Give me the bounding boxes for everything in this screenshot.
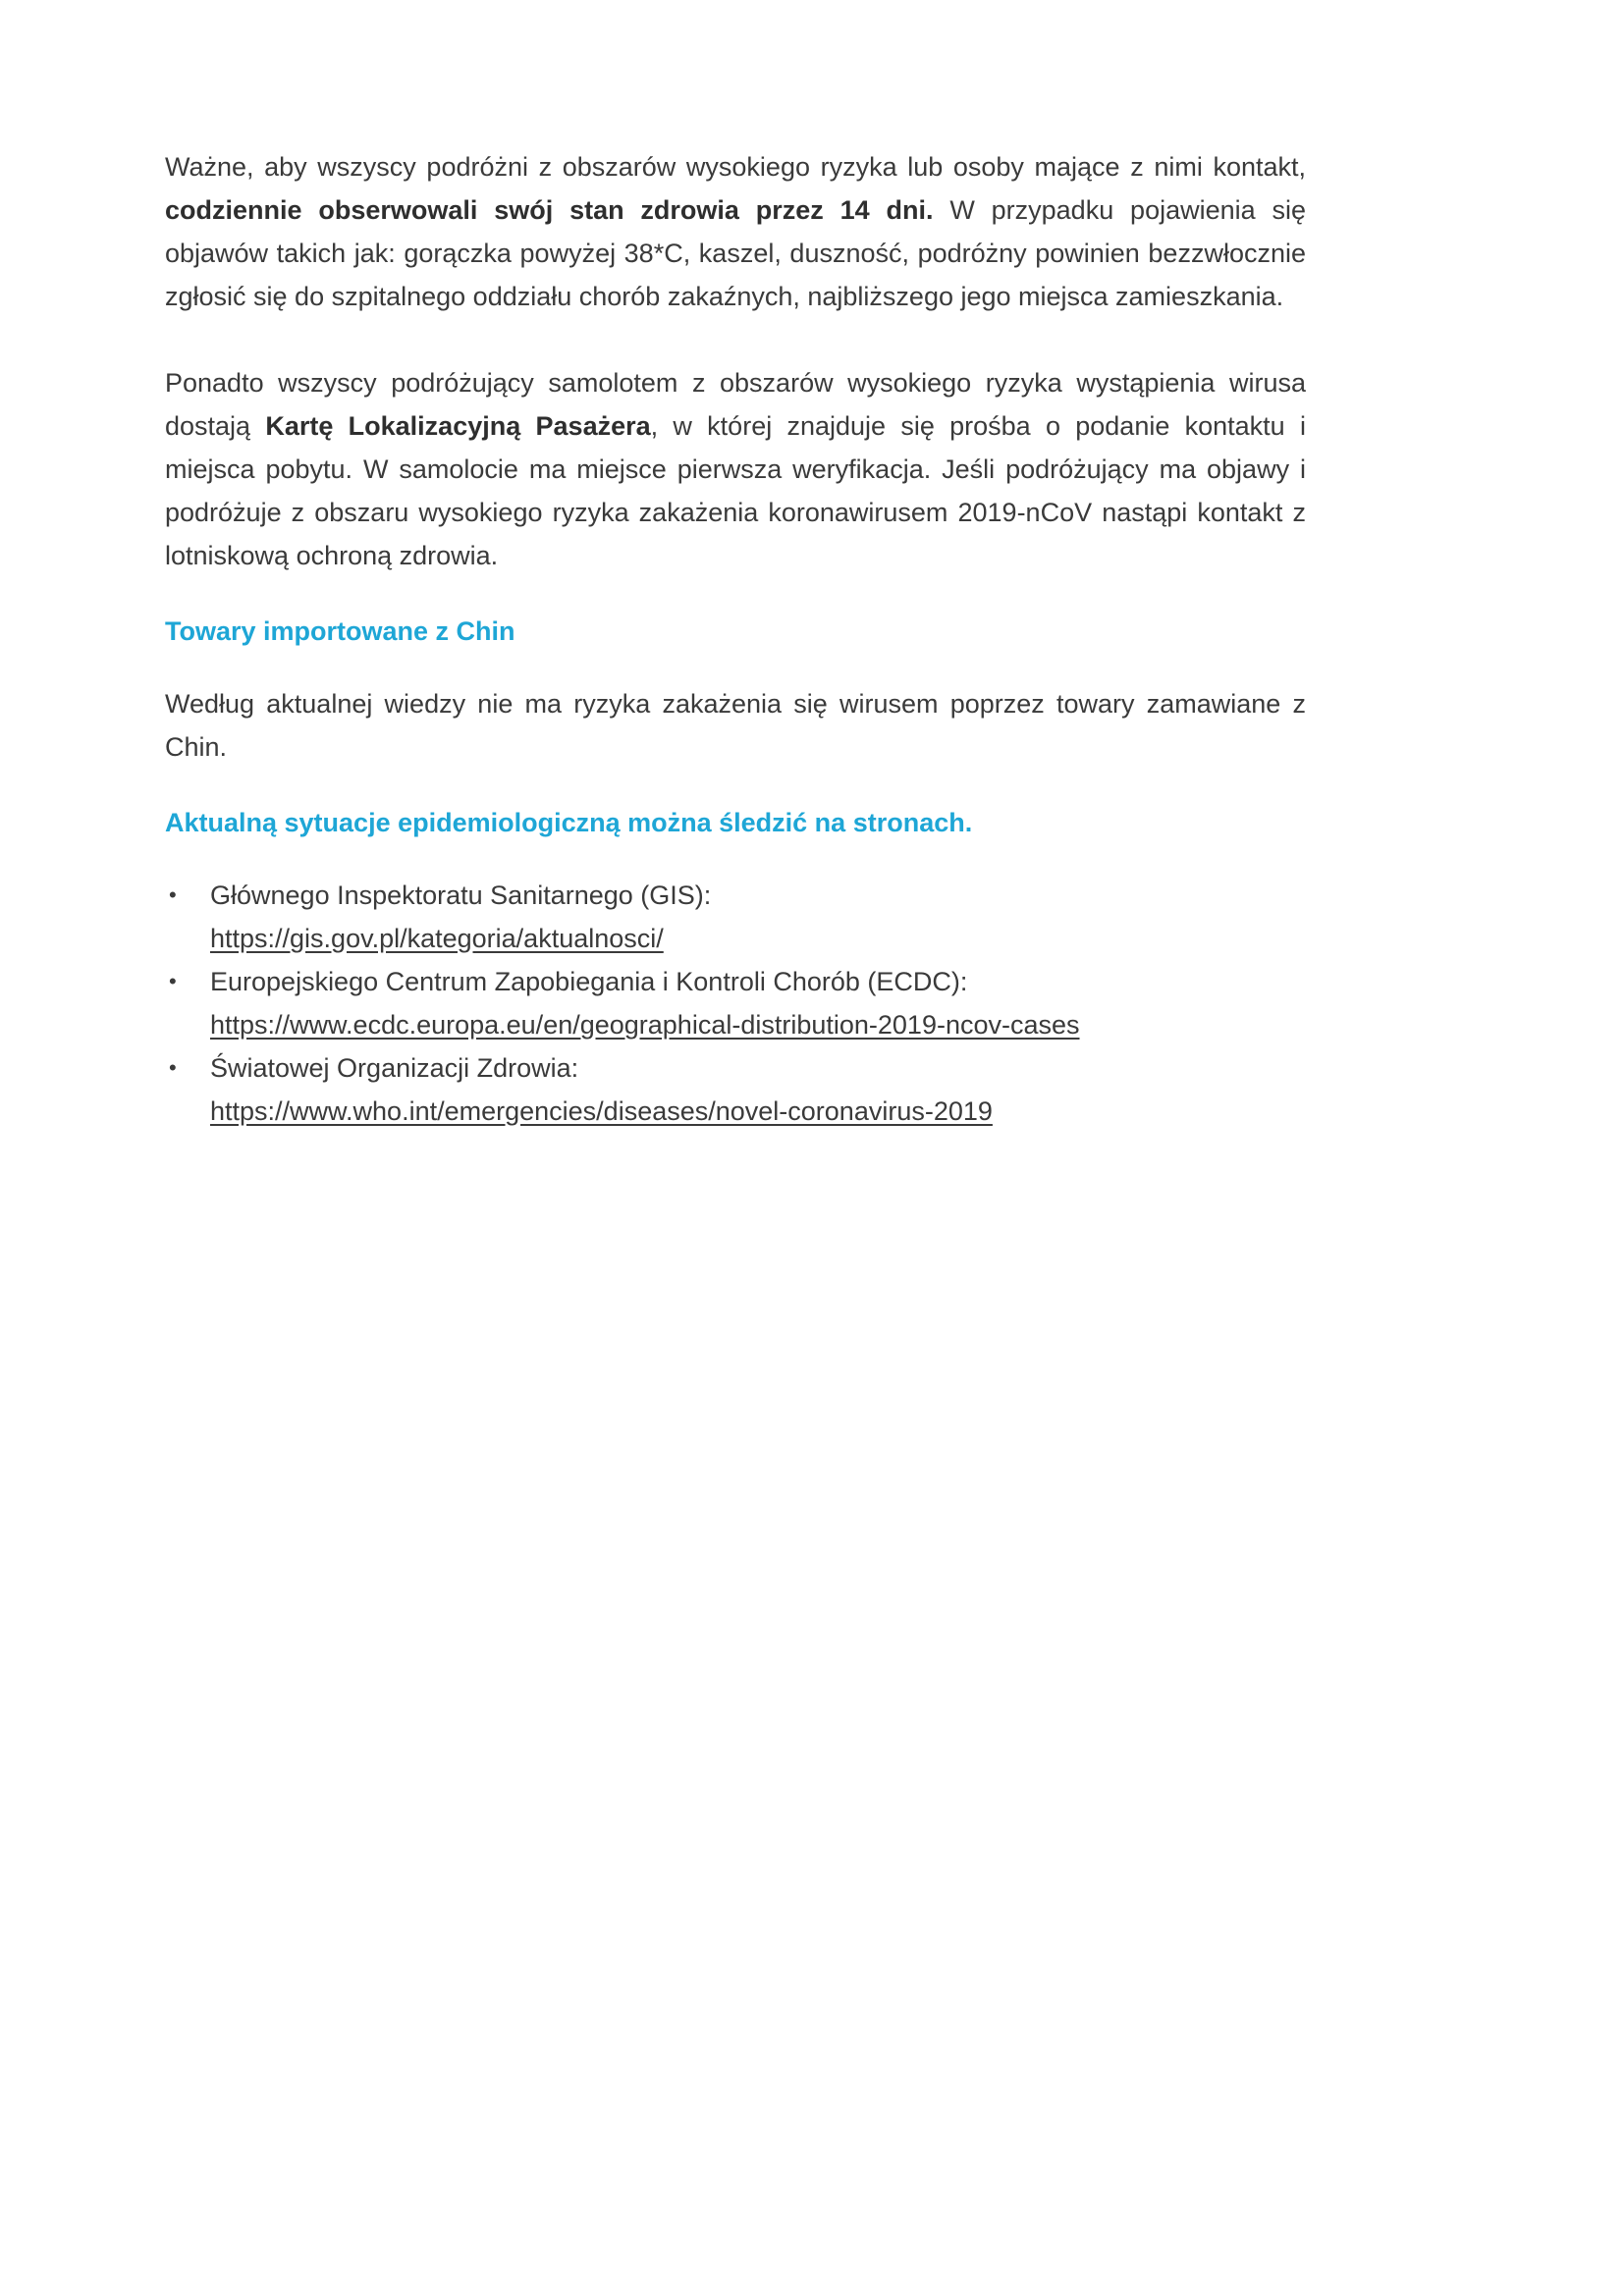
section-heading-sources: Aktualną sytuacje epidemiologiczną można śledzić na stronach. (165, 808, 973, 837)
paragraph-health-monitoring (165, 145, 1306, 318)
paragraph-text: , w której znajduje się prośba o podanie kontaktu i miejsca pobytu. W samolocie ma miejsce pierwsza weryfikacja. Jeśli podróżujący ma objawy i podróżuje z obszaru wysokiego ryzyka zakażenia koronawirusem 2019-nCoV nastąpi kontakt z lotniskową ochroną zdrowia. (165, 411, 1306, 570)
paragraph-bold-text: Kartę Lokalizacyjną Pasażera (265, 411, 651, 441)
paragraph-passenger-card (165, 361, 1306, 577)
source-link-ecdc[interactable]: https://www.ecdc.europa.eu/en/geographical-distribution-2019-ncov-cases (210, 1010, 1080, 1040)
paragraph-bold-text: codziennie obserwowali swój stan zdrowia przez 14 dni. (165, 195, 934, 225)
paragraph-goods: Według aktualnej wiedzy nie ma ryzyka zakażenia się wirusem poprzez towary zamawiane z Chin. (165, 689, 1306, 762)
paragraph-text: W przypadku pojawienia się objawów takich jak: gorączka powyżej 38*C, kaszel, duszność, podróżny powinien bezzwłocznie zgłosić się do szpitalnego oddziału chorób zakaźnych, najbliższego jego miejsca zamieszkania. (165, 195, 1306, 311)
source-name: Europejskiego Centrum Zapobiegania i Kontroli Chorób (ECDC): (210, 967, 968, 996)
document-page (165, 145, 1306, 1133)
bullet-icon: • (169, 969, 177, 993)
paragraph-text: Ponadto wszyscy podróżujący samolotem z obszarów wysokiego ryzyka wystąpienia wirusa dostają (165, 368, 1306, 441)
source-name: Światowej Organizacji Zdrowia: (210, 1053, 579, 1083)
list-item (165, 874, 1306, 960)
source-link-who[interactable]: https://www.who.int/emergencies/diseases/novel-coronavirus-2019 (210, 1096, 993, 1126)
list-item (165, 960, 1306, 1046)
bullet-icon: • (169, 1055, 177, 1080)
list-item (165, 1046, 1306, 1133)
section-heading-goods: Towary importowane z Chin (165, 616, 515, 646)
bullet-icon: • (169, 882, 177, 907)
source-name: Głównego Inspektoratu Sanitarnego (GIS): (210, 881, 712, 910)
source-link-gis[interactable]: https://gis.gov.pl/kategoria/aktualnosci/ (210, 924, 664, 953)
paragraph-text: Ważne, aby wszyscy podróżni z obszarów wysokiego ryzyka lub osoby mające z nimi kontakt, (165, 152, 1306, 182)
sources-list (165, 874, 1306, 1133)
